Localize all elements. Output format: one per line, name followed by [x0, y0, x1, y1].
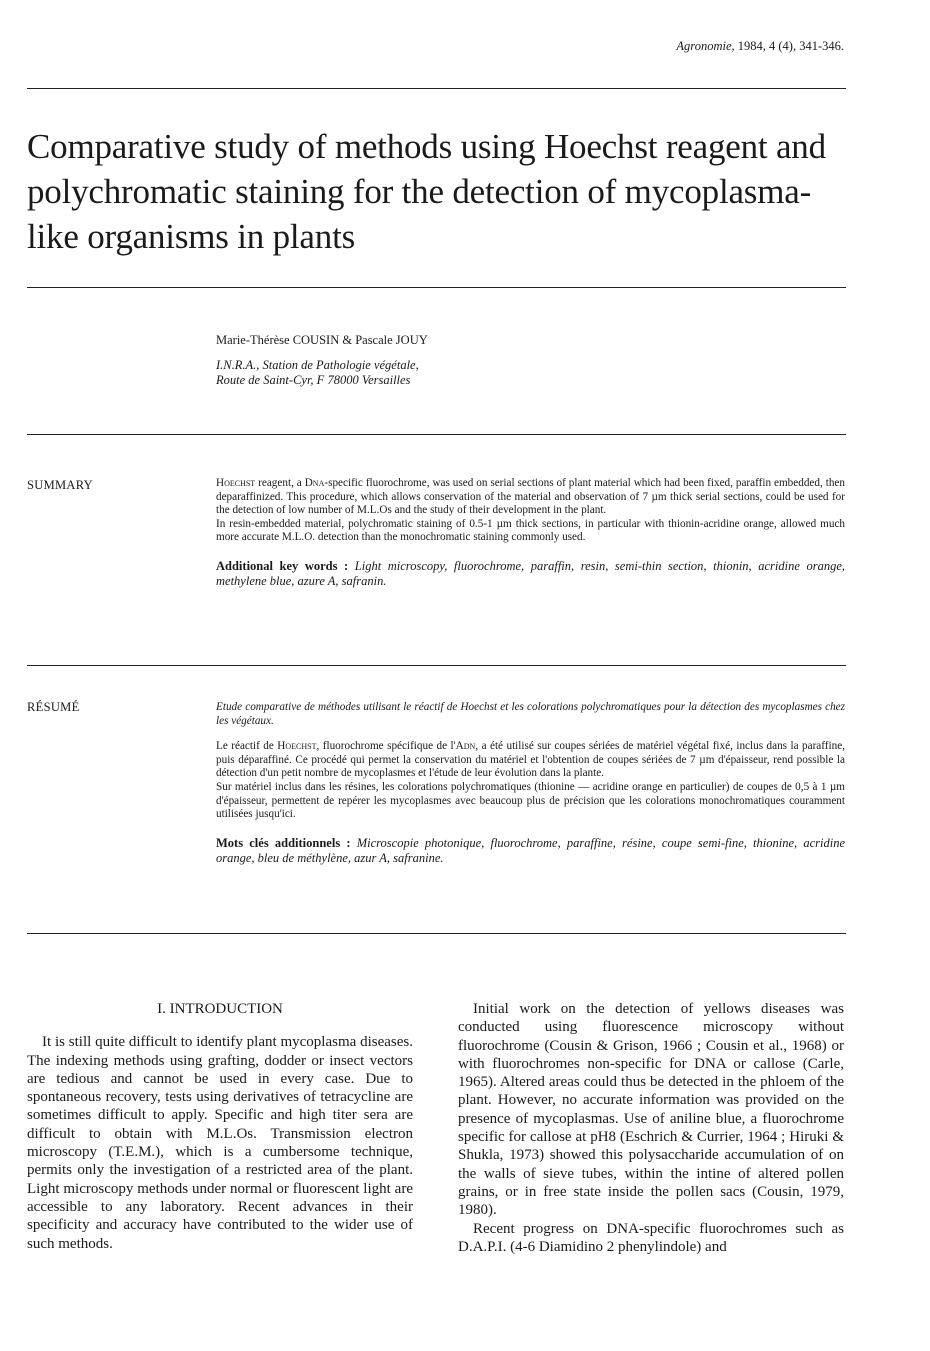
resume-keywords-text: Microscopie photonique, fluorochrome, paraffine, résine, coupe semi-fine, thionine, acridine orange, bleu de méthylène, azur A, safranine.	[216, 835, 845, 865]
intro-paragraph-2: Initial work on the detection of yellows diseases was conducted using fluorescence microscopy without fluorochrome (Cousin & Grison, 1966 ; Cousin et al., 1968) or with fluorochromes non-specific for DNA or callose (Carle, 1965). Altered areas could thus be detected in the phloem of the plant. However, no accurate information was provided on the presence of mycoplasmas. Use of aniline blue, a fluorochrome specific for callose at pH8 (Eschrich & Currier, 1964 ; Hiruki & Shukla, 1973) showed this polysaccharide accumulation of on the walls of sieve tubes, within the intine of altered pollen grains, or in free state inside the pollen sacs (Cousin, 1979, 1980).	[458, 1001, 844, 1219]
summary-paragraph-2: In resin-embedded material, polychromatic staining of 0.5-1 µm thick sections, in particular with thionin-acridine orange, allowed much more accurate M.L.O. detection than the monochromatic staining commonly used.	[216, 517, 845, 544]
header-rule	[27, 88, 846, 89]
summary-label: SUMMARY	[27, 478, 94, 492]
summary-keywords-text: Light microscopy, fluorochrome, paraffin, resin, semi-thin section, thionin, acridine orange, methylene blue, azure A, safranin.	[216, 558, 845, 588]
summary-rule	[27, 665, 846, 666]
summary-text-b: -specific fluorochrome, was used on serial sections of plant material which had been fixed, paraffin embedded, then deparaffinized. This procedure, which allows conservation of the material and observation of 7 µm thick serial sections, could be used for the detection of low number of M.L.Os and the study of their development in the plant.	[216, 477, 845, 517]
affiliation	[216, 358, 419, 388]
authors: Marie-Thérèse COUSIN & Pascale JOUY	[216, 333, 428, 347]
intro-paragraph-3: Recent progress on DNA-specific fluorochromes such as D.A.P.I. (4-6 Diamidino 2 phenylindole) and	[458, 1220, 844, 1255]
journal-name: Agronomie,	[676, 39, 735, 53]
summary-dna: Dna	[304, 477, 325, 489]
summary-hoechst: Hoechst	[216, 477, 256, 489]
summary-paragraph-1	[216, 477, 845, 518]
authors-rule	[27, 434, 846, 435]
resume-text-b: , fluorochrome spécifique de l'	[316, 740, 456, 753]
resume-title: Etude comparative de méthodes utilisant le réactif de Hoechst et les colorations polychromatiques pour la détection des mycoplasmes chez les végétaux.	[216, 701, 845, 727]
affiliation-line-1: I.N.R.A., Station de Pathologie végétale,	[216, 358, 419, 372]
resume-paragraph-2: Sur matériel inclus dans les résines, les colorations polychromatiques (thionine — acridine orange en particulier) de coupes de 0,5 à 1 µm d'épaisseur, permettent de repérer les mycoplasmes avec beaucoup plus de précision que les colorations monochromatiques couramment utilisées jusqu'ici.	[216, 780, 845, 821]
resume-adn: Adn	[455, 740, 476, 753]
journal-volume: 1984, 4 (4), 341-346.	[737, 39, 844, 53]
resume-keywords-label: Mots clés additionnels :	[216, 835, 351, 850]
summary-keywords	[216, 559, 845, 589]
summary-text-a: reagent, a	[255, 477, 305, 489]
intro-paragraph-1: It is still quite difficult to identify plant mycoplasma diseases. The indexing methods using grafting, dodder or insect vectors are tedious and cannot be used in every case. Due to spontaneous recovery, tests using derivatives of tetracycline are sometimes difficult to apply. Specific and high titer sera are difficult to obtain with M.L.Os. Transmission electron microscopy (T.E.M.), which is a cumbersome technique, permits only the investigation of a restricted area of the plant. Light microscopy methods under normal or fluorescent light are accessible to any laboratory. Recent advances in their specificity and accuracy have contributed to the wider use of such methods.	[27, 1034, 413, 1252]
intro-right-column	[458, 1000, 844, 1256]
summary-abstract	[216, 477, 845, 589]
resume-label: RÉSUMÉ	[27, 700, 80, 714]
intro-heading: I. INTRODUCTION	[157, 1001, 283, 1017]
affiliation-line-2: Route de Saint-Cyr, F 78000 Versailles	[216, 373, 411, 387]
resume-paragraph-1	[216, 740, 845, 781]
summary-keywords-label: Additional key words :	[216, 558, 349, 573]
title-rule	[27, 287, 846, 288]
resume-text-a: Le réactif de	[216, 740, 278, 753]
resume-keywords	[216, 836, 845, 866]
resume-hoechst: Hoechst	[277, 740, 317, 753]
resume-text-c: , a été utilisé sur coupes sériées de matériel végétal fixé, inclus dans la paraffine, puis déparaffiné. Ce procédé qui permet la conservation du matériel et l'obtention de coupes sériées de 7 µm d'épaisseur, rend possible la détection d'un petit nombre de mycoplasmes et l'étude de leur évolution dans la plante.	[216, 740, 845, 780]
article-title: Comparative study of methods using Hoechst reagent and polychromatic staining for the detection of mycoplasma-like organisms in plants	[27, 127, 826, 256]
resume-abstract	[216, 701, 845, 866]
intro-left-column	[27, 1000, 413, 1253]
resume-rule	[27, 933, 846, 934]
journal-citation	[676, 39, 844, 54]
